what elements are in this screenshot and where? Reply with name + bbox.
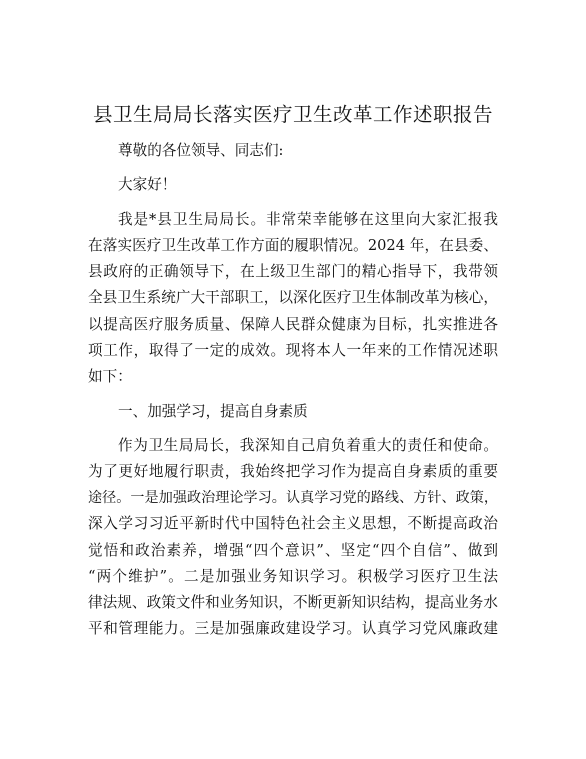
paragraph-line: 途径。一是加强政治理论学习。认真学习党的路线、方针、政策， xyxy=(88,490,498,506)
paragraph-line: 作为卫生局局长，我深知自己肩负着重大的责任和使命。 xyxy=(118,437,498,454)
paragraph-line: 觉悟和政治素养，增强“四个意识”、坚定“四个自信”、做到 xyxy=(88,542,498,559)
salutation: 尊敬的各位领导、同志们: xyxy=(118,142,284,159)
paragraph-line: 全县卫生系统广大干部职工，以深化医疗卫生体制改革为核心， xyxy=(88,289,498,306)
paragraph-line: 律法规、政策文件和业务知识，不断更新知识结构，提高业务水 xyxy=(88,594,498,611)
paragraph-line: 深入学习习近平新时代中国特色社会主义思想，不断提高政治 xyxy=(88,515,498,532)
paragraph-line: 县政府的正确领导下，在上级卫生部门的精心指导下，我带领 xyxy=(88,263,498,280)
greeting: 大家好！ xyxy=(118,176,177,193)
paragraph-line: 平和管理能力。三是加强廉政建设学习。认真学习党风廉政建 xyxy=(88,620,498,637)
paragraph-line: 为了更好地履行职责，我始终把学习作为提高自身素质的重要 xyxy=(88,463,498,480)
paragraph-line: 以提高医疗服务质量、保障人民群众健康为目标，扎实推进各 xyxy=(88,316,498,333)
paragraph-line: 项工作，取得了一定的成效。现将本人一年来的工作情况述职 xyxy=(88,342,498,359)
section-heading: 一、加强学习，提高自身素质 xyxy=(118,403,308,420)
paragraph-line: “两个维护”。二是加强业务知识学习。积极学习医疗卫生法 xyxy=(88,568,498,585)
document-title: 县卫生局局长落实医疗卫生改革工作述职报告 xyxy=(92,103,493,126)
paragraph-line: 我是*县卫生局局长。非常荣幸能够在这里向大家汇报我 xyxy=(118,211,498,228)
paragraph-line: 在落实医疗卫生改革工作方面的履职情况。2024 年，在县委、 xyxy=(88,237,498,254)
paragraph-line: 如下： xyxy=(88,368,132,385)
